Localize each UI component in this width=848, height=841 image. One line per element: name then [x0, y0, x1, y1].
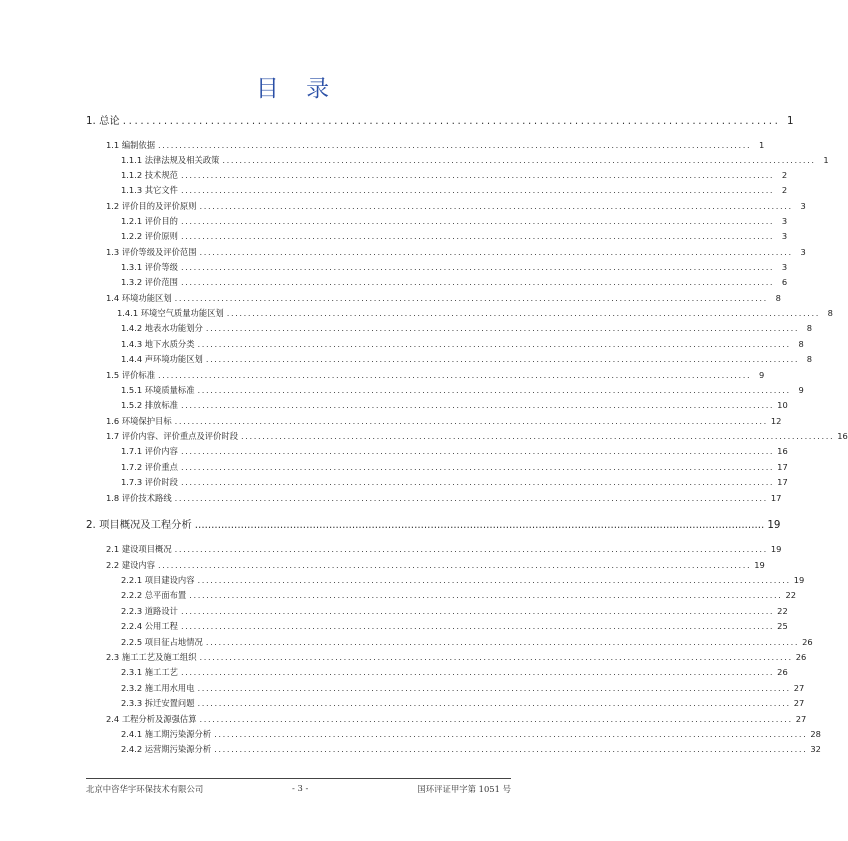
toc-leader: ............................................................................................................................................ [174, 544, 768, 554]
toc-entry-title: 1.4.1 环境空气质量功能区划 [117, 308, 224, 318]
toc-leader: ............................................................................................................................................ [180, 400, 775, 410]
toc-entry-page: 28 [810, 729, 821, 739]
toc-entry-page: 3 [800, 201, 806, 211]
toc-entry-title: 1.1.2 技术规范 [121, 170, 178, 180]
toc-entry-title: 1.3.1 评价等级 [121, 262, 178, 272]
toc-entry-title: 1.4 环境功能区划 [106, 293, 172, 303]
toc-entry[interactable] [86, 519, 781, 531]
toc-entry[interactable] [121, 667, 788, 677]
toc-leader: ............................................................................................................................................ [158, 140, 752, 150]
toc-entry-title: 1.7.1 评价内容 [121, 446, 178, 456]
toc-entry-page: 22 [785, 590, 797, 600]
toc-entry-title: 2.2.3 道路设计 [121, 606, 178, 616]
toc-leader: ............................................................................................................................................ [180, 446, 775, 456]
toc-leader: ............................................................................................................................................ [214, 744, 808, 754]
toc-entry[interactable] [117, 308, 833, 318]
page-footer [86, 778, 511, 794]
toc-entry[interactable] [106, 416, 782, 426]
toc-entry[interactable] [121, 262, 788, 272]
toc-entry-page: 22 [777, 606, 788, 616]
toc-entry-title: 1.7 评价内容、评价重点及评价时段 [106, 431, 238, 441]
toc-leader: ............................................................................................................................................ [180, 185, 775, 195]
toc-entry-page: 27 [793, 683, 805, 693]
toc-entry-title: 1.4.2 地表水功能划分 [121, 323, 203, 333]
toc-entry-page: 17 [770, 493, 782, 503]
toc-entry-title: 1.5 评价标准 [106, 370, 156, 380]
page-title: 目 录 [255, 76, 340, 102]
toc-leader: ............................................................................................................................................ [199, 714, 793, 724]
toc-entry-page: 3 [781, 262, 788, 272]
toc-leader: ............................................................................................................................................ [180, 621, 775, 631]
toc-entry-title: 1.1 编制依据 [106, 140, 156, 150]
toc-entry-title: 1.1.3 其它文件 [121, 185, 178, 195]
toc-entry-page: 16 [777, 446, 788, 456]
toc-entry[interactable] [121, 385, 804, 395]
toc-entry-title: 1.8 评价技术路线 [106, 493, 172, 503]
toc-entry-page: 10 [777, 400, 788, 410]
toc-leader: ............................................................................................................................................ [180, 462, 775, 472]
toc-entry-page: 26 [777, 667, 788, 677]
toc-entry-page: 19 [793, 575, 805, 585]
toc-entry-page: 3 [781, 216, 788, 226]
toc-entry-title: 2.3.3 拆迁安置问题 [121, 698, 195, 708]
toc-leader: ............................................................................................................................................ [180, 231, 775, 241]
toc-entry-page: 8 [806, 323, 813, 333]
toc-entry-page: 12 [770, 416, 782, 426]
toc-entry-page: 1 [823, 155, 829, 165]
toc-leader: ............................................................................................................................................ [199, 652, 793, 662]
footer-company: 北京中咨华宇环保技术有限公司 [86, 784, 204, 794]
toc-entry-title: 2.4 工程分析及源强估算 [106, 714, 197, 724]
toc-entry[interactable] [121, 744, 821, 754]
toc-leader: ............................................................................................................................................ [205, 637, 800, 647]
toc-entry-title: 1.5.1 环境质量标准 [121, 385, 195, 395]
toc-entry[interactable] [121, 637, 813, 647]
toc-entry-title: 1.2.2 评价原则 [121, 231, 178, 241]
toc-entry-title: 2.3.2 施工用水用电 [121, 683, 195, 693]
toc-entry-title: 2.1 建设项目概况 [106, 544, 172, 554]
toc-entry[interactable] [121, 606, 788, 616]
toc-entry[interactable] [86, 115, 794, 127]
toc-leader: ............................................................................................................................................ [180, 606, 775, 616]
toc-entry-title: 2.2.5 项目征占地情况 [121, 637, 203, 647]
toc-entry[interactable] [121, 277, 788, 287]
toc-entry-title: 2.2.1 项目建设内容 [121, 575, 195, 585]
toc-entry-page: 26 [802, 637, 813, 647]
toc-entry-page: 9 [798, 385, 804, 395]
toc-entry-title: 2.3 施工工艺及施工组织 [106, 652, 197, 662]
toc-entry-page: 8 [798, 339, 804, 349]
toc-leader: ............................................................................................................................................ [241, 431, 835, 441]
toc-leader: ............................................................................................................................................ [226, 308, 820, 318]
toc-entry[interactable] [121, 446, 788, 456]
toc-leader: ............................................................................................................................................ [197, 385, 791, 395]
toc-entry[interactable] [106, 293, 781, 303]
toc-leader: ............................................................................................................................................ [180, 477, 775, 487]
toc-entry-page: 3 [800, 247, 806, 257]
toc-entry[interactable] [121, 683, 805, 693]
toc-entry[interactable] [121, 462, 788, 472]
toc-leader: ............................................................................................................................................ [222, 155, 816, 165]
toc-entry-title: 2.2.2 总平面布置 [121, 590, 187, 600]
toc-entry[interactable] [121, 621, 788, 631]
toc-entry-title: 1.1.1 法律法规及相关政策 [121, 155, 220, 165]
toc-entry[interactable] [121, 216, 788, 226]
toc-entry[interactable] [121, 339, 804, 349]
toc-leader: ............................................................................................................................................ [197, 339, 791, 349]
toc-entry-page: 2 [781, 170, 788, 180]
toc-entry[interactable] [106, 431, 848, 441]
toc-entry[interactable] [121, 729, 821, 739]
toc-leader: ............................................................................................................................................ [180, 667, 775, 677]
footer-certificate: 国环评证甲字第 1051 号 [417, 784, 511, 794]
toc-entry-title: 2.3.1 施工工艺 [121, 667, 178, 677]
toc-entry[interactable] [121, 575, 805, 585]
footer-page-number: - 3 - [292, 783, 309, 793]
toc-entry-page: 17 [777, 477, 788, 487]
toc-leader: ............................................................................................................................................ [174, 416, 768, 426]
toc-entry-page: 32 [810, 744, 821, 754]
toc-entry-title: 1.7.2 评价重点 [121, 462, 178, 472]
toc-entry-title: 1.6 环境保护目标 [106, 416, 172, 426]
toc-entry-title: 2.2.4 公用工程 [121, 621, 178, 631]
toc-leader: ............................................................................................................................................ [180, 277, 775, 287]
toc-entry[interactable] [121, 231, 788, 241]
toc-entry[interactable] [121, 400, 788, 410]
toc-leader: ............................................................................................................................................ [189, 590, 783, 600]
toc-leader: ............................................................................................................................................ [158, 560, 752, 570]
toc-leader: ............................................................................................................................................ [180, 170, 775, 180]
toc-leader: ............................................................................................................................................ [197, 698, 791, 708]
toc-leader: ............................................................................................................................................ [174, 493, 768, 503]
toc-entry[interactable] [106, 140, 765, 150]
toc-entry[interactable] [121, 590, 797, 600]
toc-leader: ............................................................................................................................................ [205, 323, 800, 333]
toc-entry-page: 8 [827, 308, 833, 318]
toc-entry[interactable] [121, 170, 788, 180]
toc-entry-page: 19 [770, 544, 782, 554]
toc-entry-page: 17 [777, 462, 788, 472]
toc-leader: ............................................................................................................................................ [174, 293, 768, 303]
toc-entry-title: 2.2 建设内容 [106, 560, 156, 570]
toc-entry-page: 16 [837, 431, 848, 441]
toc-leader: ............................................................................................................................................ [214, 729, 808, 739]
toc-entry[interactable] [106, 370, 765, 380]
toc-entry-page: 27 [795, 714, 807, 724]
toc-leader: ............................................................................................................................................ [199, 247, 793, 257]
toc-leader: ................................................................................................................ [122, 115, 781, 127]
toc-entry-page: 9 [758, 370, 765, 380]
toc-entry-page: 27 [793, 698, 805, 708]
toc-entry[interactable] [121, 323, 813, 333]
toc-entry-title: 1.4.3 地下水质分类 [121, 339, 195, 349]
toc-entry-page: 3 [781, 231, 788, 241]
toc-entry[interactable] [121, 477, 788, 487]
toc-leader: ............................................................................................................................................ [205, 354, 800, 364]
toc-entry-title: 1.4.4 声环境功能区划 [121, 354, 203, 364]
toc-leader: .............................................................................................................................................................................. [194, 519, 765, 531]
toc-entry[interactable] [121, 185, 788, 195]
toc-entry-page: 8 [775, 293, 781, 303]
toc-entry[interactable] [106, 247, 806, 257]
toc-entry-title: 1.3.2 评价范围 [121, 277, 178, 287]
toc-leader: ............................................................................................................................................ [197, 575, 791, 585]
toc-entry-title: 2. 项目概况及工程分析 [86, 519, 192, 531]
toc-entry[interactable] [121, 155, 829, 165]
toc-leader: ............................................................................................................................................ [199, 201, 793, 211]
toc-entry[interactable] [106, 544, 782, 554]
toc-leader: ............................................................................................................................................ [197, 683, 791, 693]
toc-leader: ............................................................................................................................................ [180, 262, 775, 272]
toc-entry-title: 2.4.1 施工期污染源分析 [121, 729, 212, 739]
toc-entry[interactable] [106, 201, 806, 211]
toc-entry-page: 6 [781, 277, 788, 287]
toc-entry[interactable] [106, 560, 765, 570]
toc-entry-page: 1 [758, 140, 765, 150]
toc-entry-page: 8 [806, 354, 813, 364]
toc-entry-page: 19 [754, 560, 765, 570]
toc-leader: ............................................................................................................................................ [158, 370, 752, 380]
toc-entry-title: 1. 总论 [86, 115, 120, 127]
toc-entry-title: 1.2.1 评价目的 [121, 216, 178, 226]
toc-entry[interactable] [106, 493, 782, 503]
toc-entry-title: 1.3 评价等级及评价范围 [106, 247, 197, 257]
toc-entry[interactable] [106, 652, 807, 662]
toc-entry-page: 26 [795, 652, 807, 662]
toc-leader: ............................................................................................................................................ [180, 216, 775, 226]
toc-entry-title: 1.7.3 评价时段 [121, 477, 178, 487]
toc-entry-title: 1.5.2 排放标准 [121, 400, 178, 410]
toc-entry[interactable] [121, 354, 813, 364]
toc-entry-title: 1.2 评价目的及评价原则 [106, 201, 197, 211]
toc-entry-page: 1 [786, 115, 794, 127]
toc-entry-page: 2 [781, 185, 788, 195]
toc-entry-page: 25 [777, 621, 788, 631]
toc-entry-title: 2.4.2 运营期污染源分析 [121, 744, 212, 754]
toc-entry[interactable] [121, 698, 805, 708]
toc-entry[interactable] [106, 714, 807, 724]
toc-entry-page: 19 [767, 519, 781, 531]
